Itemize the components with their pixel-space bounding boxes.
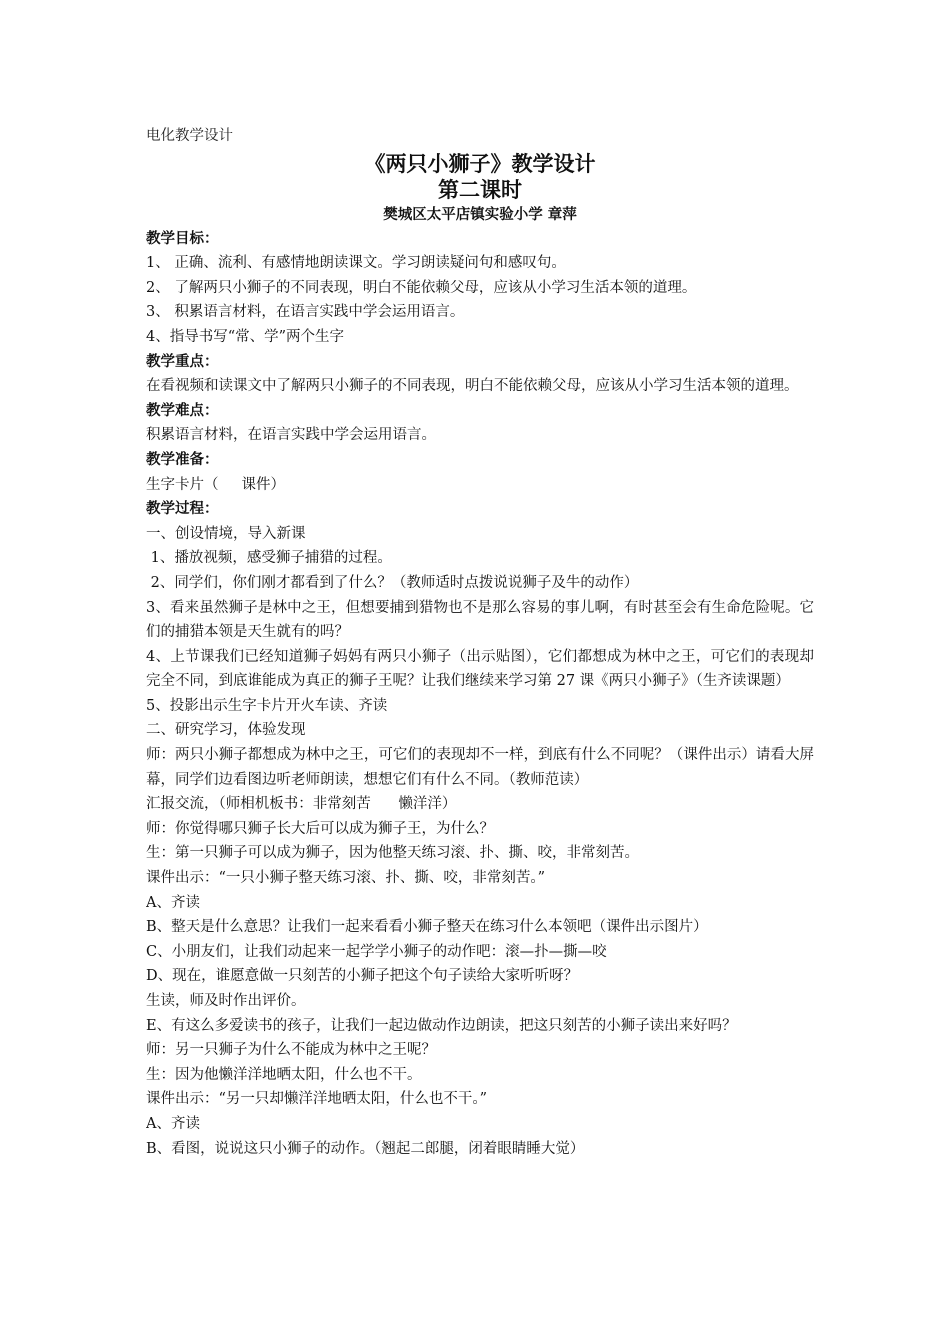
objectives-heading: 教学目标： [146,230,219,247]
key-points-heading: 教学重点： [146,353,219,370]
difficulty-text: 积累语言材料，在语言实践中学会运用语言。 [146,427,436,444]
process-paragraph: 4、上节课我们已经知道狮子妈妈有两只小狮子（出示贴图），它们都想成为林中之王，可它们的表现却完全不同，到底谁能成为真正的狮子王呢？让我们继续来学习第 27 课《两只小狮子》（生齐读课题） [146,648,814,690]
process-line: A、齐读 [146,894,200,911]
document-body [146,124,814,1161]
process-paragraph: 师：两只小狮子都想成为林中之王，可它们的表现却不一样，到底有什么不同呢？（课件出示）请看大屏幕，同学们边看图边听老师朗读，想想它们有什么不同。（教师范读） [146,747,814,788]
key-points-text: 在看视频和读课文中了解两只小狮子的不同表现，明白不能依赖父母，应该从小学习生活本领的道理。 [146,378,799,395]
process-line: 汇报交流，（师相机板书：非常刻苦 懒洋洋） [146,796,457,813]
process-line: 师：另一只狮子为什么不能成为林中之王呢？ [146,1042,436,1059]
objective-item: 3、 积累语言材料，在语言实践中学会运用语言。 [146,304,465,321]
preparation-text: 生字卡片（ 课件） [146,476,286,493]
process-line: C、小朋友们，让我们动起来一起学学小狮子的动作吧：滚—扑—撕—咬 [146,943,607,960]
process-line: 课件出示：“一只小狮子整天练习滚、扑、撕、咬，非常刻苦。” [146,870,546,887]
process-line: A、齐读 [146,1115,200,1132]
process-line: E、有这么多爱读书的孩子，让我们一起边做动作边朗读，把这只刻苦的小狮子读出来好吗？ [146,1017,737,1034]
process-line: B、整天是什么意思？让我们一起来看看小狮子整天在练习什么本领吧（课件出示图片） [146,919,708,936]
process-line: 生：因为他懒洋洋地晒太阳，什么也不干。 [146,1066,422,1083]
page-subtitle: 第二课时 [438,177,522,202]
process-line: 二、研究学习，体验发现 [146,722,306,739]
preparation-heading: 教学准备： [146,451,219,468]
process-line: 5、投影出示生字卡片开火车读、齐读 [146,697,388,714]
objective-item: 1、 正确、流利、有感情地朗读课文。学习朗读疑问句和感叹句。 [146,255,566,272]
process-line: 一、创设情境，导入新课 [146,525,306,542]
process-line: 师：你觉得哪只狮子长大后可以成为狮子王，为什么？ [146,820,494,837]
process-line: 生：第一只狮子可以成为狮子，因为他整天练习滚、扑、撕、咬，非常刻苦。 [146,845,639,862]
objective-item: 4、指导书写“常、学”两个生字 [146,328,345,345]
process-line: D、现在，谁愿意做一只刻苦的小狮子把这个句子读给大家听听呀？ [146,968,579,985]
process-line: B、看图，说说这只小狮子的动作。（翘起二郎腿，闭着眼睛睡大觉） [146,1140,585,1157]
process-heading: 教学过程： [146,501,219,518]
author-line: 樊城区太平店镇实验小学 章萍 [383,206,577,223]
process-line: 1、播放视频，感受狮子捕猎的过程。 [146,550,392,567]
page-title: 《两只小狮子》教学设计 [364,151,596,176]
process-line: 生读，师及时作出评价。 [146,993,306,1009]
difficulty-heading: 教学难点： [146,402,219,419]
objective-item: 2、 了解两只小狮子的不同表现，明白不能依赖父母，应该从小学习生活本领的道理。 [146,279,697,296]
document-header: 电化教学设计 [146,128,233,144]
process-line: 2、同学们，你们刚才都看到了什么？（教师适时点拨说说狮子及牛的动作） [146,574,639,591]
process-paragraph: 3、看来虽然狮子是林中之王，但想要捕到猎物也不是那么容易的事儿啊，有时甚至会有生命危险呢。它们的捕猎本领是天生就有的吗？ [146,599,814,641]
process-line: 课件出示：“另一只却懒洋洋地晒太阳，什么也不干。” [146,1091,488,1108]
